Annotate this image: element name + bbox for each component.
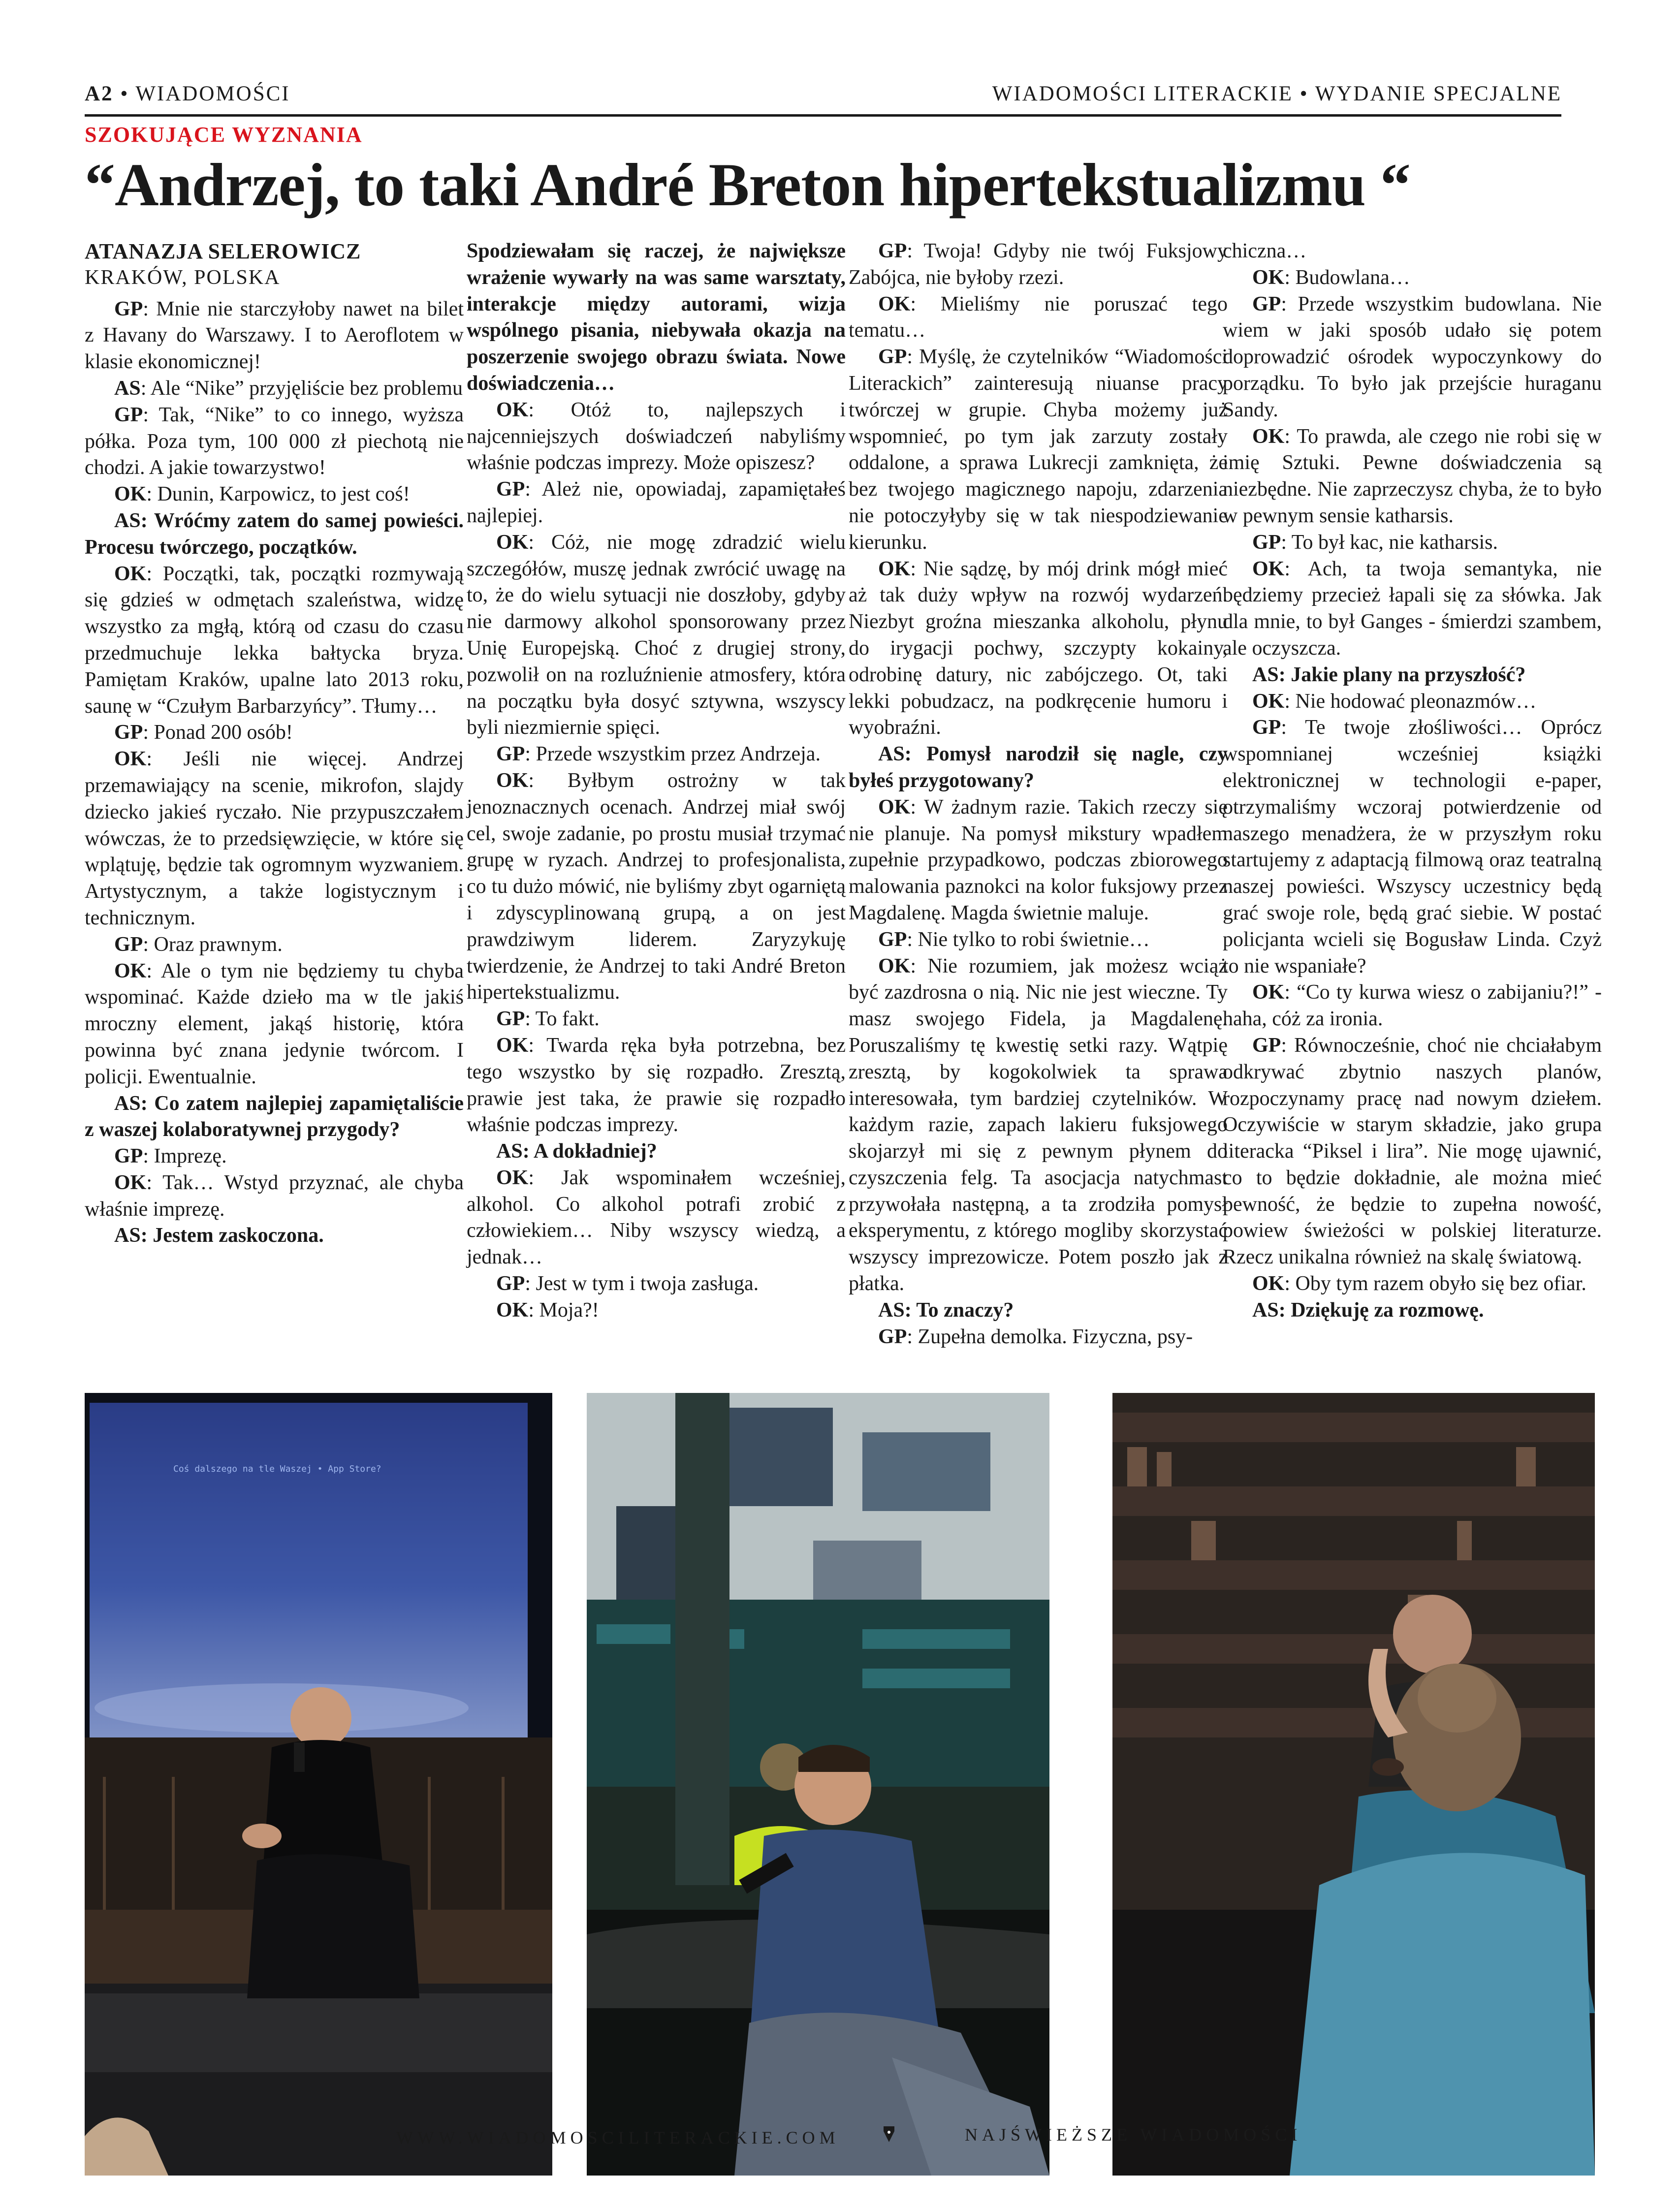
interview-paragraph bbox=[467, 1297, 846, 1324]
interview-paragraph bbox=[467, 1138, 846, 1165]
speaker-initials: GP bbox=[114, 721, 143, 744]
interview-paragraph bbox=[1223, 689, 1602, 715]
speaker-initials: OK bbox=[114, 959, 147, 982]
question-text: : To znaczy? bbox=[904, 1298, 1014, 1322]
speaker-initials: AS bbox=[1252, 663, 1279, 686]
footer-website: WWW.WIADOMOSCILITERACKIE.COM bbox=[396, 2128, 840, 2147]
question-text: : Co zatem najlepiej zapamiętaliście z waszej kolaboratywnej przygody? bbox=[85, 1092, 464, 1141]
speaker-initials: OK bbox=[878, 795, 911, 819]
interview-paragraph bbox=[85, 1091, 464, 1144]
interview-paragraph bbox=[849, 741, 1228, 794]
answer-text: : Nie tylko to robi świetnie… bbox=[907, 928, 1150, 951]
interview-paragraph bbox=[1223, 238, 1602, 265]
interview-paragraph bbox=[85, 720, 464, 746]
article-headline: “Andrzej, to taki André Breton hipertekstualizmu “ bbox=[85, 151, 1410, 219]
answer-text: : Przede wszystkim budowlana. Nie wiem w jaki sposób udało się potem doprowadzić ośrodek wypoczynkowy do porządku. To było jak przejście huraganu Sandy. bbox=[1223, 292, 1602, 421]
interview-paragraph bbox=[849, 291, 1228, 345]
speaker-initials: GP bbox=[114, 933, 143, 956]
speaker-initials: GP bbox=[114, 297, 143, 320]
answer-text: : Twarda ręka była potrzebna, bez tego wszystko by się rozpadło. Zresztą, prawie jest taka, że prawie się rozpadło właśnie podczas imprezy. bbox=[467, 1034, 846, 1136]
answer-text: : Nie rozumiem, jak możesz wciąż być zazdrosna o nią. Nic nie jest wieczne. Ty masz swojego Fidela, ja Magdalenę. Poruszaliśmy tę kwestię setki razy. Wątpię zresztą, by kogokolwiek ta sprawa interesowała, tym bardziej czytelników. W każdym razie, zapach lakieru fuksjowego skojarzył mi się z pewnym płynem do czyszczenia felg. Ta asocjacja natychmast przywołała następną, a ta zrodziła pomysł eksperymentu, z którego mogliby skorzystać wszyscy imprezowicze. Potem poszło jak z płatka. bbox=[849, 954, 1228, 1295]
interview-paragraph bbox=[1223, 662, 1602, 689]
speaker-initials: GP bbox=[114, 1145, 143, 1168]
interview-paragraph bbox=[849, 953, 1228, 1297]
answer-text: : Byłbym ostrożny w tak jenoznacznych ocenach. Andrzej miał swój cel, swoje zadanie, po prostu musiał trzymać grupę w ryzach. Andrzej to profesjonalista, co tu dużo mówić, nie byliśmy zbyt ogarniętą i zdyscyplinowaną grupą, a on jest prawdziwym liderem. Zaryzykuję twierdzenie, że Andrzej to taki André Breton hipertekstualizmu. bbox=[467, 769, 846, 1004]
answer-text: : Tak, “Nike” to co innego, wyższa półka. Poza tym, 100 000 zł piechotą nie chodzi. A jakie towarzystwo! bbox=[85, 403, 464, 479]
speaker-initials: AS bbox=[114, 1092, 141, 1115]
article-column-4 bbox=[1223, 238, 1602, 1324]
interview-paragraph bbox=[849, 238, 1228, 291]
section-name: WIADOMOŚCI bbox=[135, 82, 290, 105]
interview-paragraph bbox=[1223, 1297, 1602, 1324]
pen-nib-icon bbox=[883, 2125, 895, 2146]
speaker-initials: GP bbox=[1252, 292, 1281, 316]
speaker-initials: GP bbox=[1252, 716, 1281, 739]
interview-paragraph bbox=[1223, 265, 1602, 291]
interview-paragraph bbox=[85, 481, 464, 508]
interview-paragraph bbox=[85, 1143, 464, 1170]
interview-paragraph bbox=[849, 1324, 1228, 1351]
answer-text: : Mieliśmy nie poruszać tego tematu… bbox=[849, 292, 1228, 342]
speaker-initials: AS bbox=[1252, 1298, 1279, 1322]
interview-paragraph bbox=[1223, 1271, 1602, 1297]
answer-text: : Cóż, nie mogę zdradzić wielu szczegółów, muszę jednak zwrócić uwagę na to, że do wielu sytuacji nie doszłoby, gdyby nie darmowy alkohol sponsorowany przez Unię Europejską. Choć z drugiej strony, pozwolił on na rozluźnienie atmosfery, która na początku była dosyć sztywna, wszyscy byli niezmiernie spięci. bbox=[467, 531, 846, 739]
interview-paragraph bbox=[849, 927, 1228, 953]
speaker-initials: OK bbox=[1252, 981, 1285, 1004]
speaker-initials: GP bbox=[496, 478, 525, 501]
question-text: : Jakie plany na przyszłość? bbox=[1278, 663, 1526, 686]
answer-text: : Myślę, że czytelników “Wiadomości Literackich” zainteresują niuanse pracy twórczej w grupie. Chyba możemy już wspomnieć, po tym jak zarzuty zostały oddalone, a sprawa Lukrecji zamknięta, że bez twojego magicznego napoju, zdarzenia nie potoczyłyby się w tak niespodziewanie kierunku. bbox=[849, 346, 1228, 554]
answer-text: : Ponad 200 osób! bbox=[143, 721, 293, 744]
interview-paragraph bbox=[467, 397, 846, 476]
answer-text: : Nie hodować pleonazmów… bbox=[1284, 690, 1537, 713]
question-text: : Wróćmy zatem do samej powieści. Procesu twórczego, początków. bbox=[85, 509, 464, 559]
speaker-initials: OK bbox=[1252, 1272, 1285, 1295]
interview-paragraph bbox=[1223, 1033, 1602, 1271]
interview-paragraph bbox=[1223, 530, 1602, 556]
event-photo-audience bbox=[587, 1393, 1049, 2176]
speaker-initials: OK bbox=[496, 769, 529, 792]
question-text: : Dziękuję za rozmowę. bbox=[1278, 1298, 1484, 1322]
speaker-initials: OK bbox=[114, 483, 147, 506]
page-number: A2 bbox=[85, 82, 114, 105]
interview-paragraph bbox=[1223, 979, 1602, 1033]
interview-paragraph bbox=[85, 1170, 464, 1223]
answer-text: : Tak… Wstyd przyznać, ale chyba właśnie imprezę. bbox=[85, 1171, 464, 1221]
speaker-initials: AS bbox=[496, 1140, 523, 1163]
speaker-initials: OK bbox=[1252, 266, 1285, 289]
interview-paragraph bbox=[1223, 556, 1602, 662]
speaker-initials: OK bbox=[878, 557, 911, 580]
speaker-initials: AS bbox=[114, 509, 141, 532]
answer-text: : Jak wspominałem wcześniej, alkohol. Co alkohol potrafi zrobić z człowiekiem… Niby wszyscy wiedzą, a jednak… bbox=[467, 1166, 846, 1269]
answer-text: : Dunin, Karpowicz, to jest coś! bbox=[146, 483, 410, 506]
speaker-initials: GP bbox=[1252, 1034, 1281, 1057]
interview-paragraph bbox=[85, 1223, 464, 1249]
speaker-initials: AS bbox=[878, 1298, 905, 1322]
answer-text: : Nie sądzę, by mój drink mógł mieć aż tak duży wpływ na rozwój wydarzeń. Niezbyt groźna mieszanka alkoholu, płynu do irygacji pochwy, szczypty kokainy, odrobinę datury, nic zabójczego. Ot, taki lekki pobudzacz, na podkręcenie humoru i wyobraźni. bbox=[849, 557, 1228, 739]
interview-paragraph bbox=[85, 376, 464, 402]
interview-paragraph bbox=[849, 1297, 1228, 1324]
header-divider bbox=[85, 114, 1561, 117]
interview-paragraph bbox=[467, 238, 846, 397]
answer-text: : Ach, ta twoja semantyka, nie będziemy przecież łapali się za słówka. Jak dla mnie, to był Ganges - śmierdzi szambem, ale oczyszcza. bbox=[1223, 557, 1602, 660]
speaker-initials: GP bbox=[878, 1325, 907, 1348]
interview-paragraph bbox=[85, 958, 464, 1091]
interview-paragraph bbox=[1223, 715, 1602, 979]
interview-paragraph bbox=[85, 561, 464, 720]
interview-paragraph bbox=[467, 1033, 846, 1138]
answer-text: : Imprezę. bbox=[143, 1145, 227, 1168]
projected-text: Coś dalszego na tle Waszej • App Store? bbox=[173, 1464, 381, 1474]
speaker-initials: OK bbox=[496, 398, 529, 421]
speaker-initials: OK bbox=[1252, 557, 1285, 580]
answer-text: : Budowlana… bbox=[1284, 266, 1410, 289]
speaker-initials: OK bbox=[114, 1171, 147, 1194]
author-location: KRAKÓW, POLSKA bbox=[85, 266, 281, 289]
speaker-initials: OK bbox=[878, 292, 911, 316]
speaker-initials: AS bbox=[114, 377, 141, 400]
speaker-initials: OK bbox=[496, 531, 529, 554]
answer-text: : Oraz prawnym. bbox=[143, 933, 283, 956]
speaker-initials: GP bbox=[878, 346, 907, 369]
interview-paragraph bbox=[467, 1006, 846, 1033]
answer-text: : W żadnym razie. Takich rzeczy się nie planuje. Na pomysł mikstury wpadłem zupełnie przypadkowo, podczas zbiorowego malowania paznokci na kolor fuksjowy przez Magdalenę. Magda świetnie maluje. bbox=[849, 795, 1228, 924]
page-section-label: A2 • WIADOMOŚCI bbox=[85, 82, 290, 105]
article-kicker: SZOKUJĄCE WYZNANIA bbox=[85, 123, 363, 147]
answer-text: : Moja?! bbox=[528, 1298, 599, 1322]
speaker-initials: OK bbox=[1252, 690, 1285, 713]
speaker-initials: OK bbox=[1252, 425, 1285, 448]
interview-paragraph bbox=[467, 476, 846, 530]
answer-text: : Otóż to, najlepszych i najcenniejszych doświadczeń nabyliśmy właśnie podczas imprezy. Może opiszesz? bbox=[467, 398, 846, 474]
speaker-initials: AS bbox=[114, 1224, 141, 1247]
interview-paragraph bbox=[849, 556, 1228, 742]
speaker-initials: OK bbox=[114, 562, 147, 585]
answer-text: : Równocześnie, choć nie chciałabym odkrywać zbytnio naszych planów, rozpoczynamy pracę nad nowym dziełem. Oczywiście w starym składzie, jako grupa literacka “Piksel i lira”. Nie mogę ujawnić, co to będzie dokładnie, ale można mieć pewność, że będzie to zupełna nowość, powiew świeżości w polskiej literaturze. Rzecz unikalna również na skalę światową. bbox=[1223, 1034, 1602, 1269]
interview-paragraph bbox=[1223, 424, 1602, 530]
answer-text: : Te twoje złośliwości… Oprócz wspomnianej wcześniej książki elektronicznej w technologii e-paper, otrzymaliśmy wczoraj potwierdzenie od naszego menadżera, że w przyszłym roku startujemy z adaptacją filmową oraz teatralną naszej powieści. Wszyscy uczestnicy będą grać swoje role, będą grać siebie. W postać policjanta wcieli się Bogusław Linda. Czyż to nie wspaniałe? bbox=[1223, 716, 1602, 978]
interview-paragraph bbox=[467, 741, 846, 768]
interview-paragraph bbox=[85, 402, 464, 481]
answer-text: : Przede wszystkim przez Andrzeja. bbox=[525, 743, 821, 766]
answer-text: chiczna… bbox=[1223, 240, 1307, 262]
speaker-initials: AS bbox=[878, 743, 905, 766]
answer-text: : Ale o tym nie będziemy tu chyba wspominać. Każde dzieło ma w tle jakiś mroczny element, jakąś historię, która powinna być znana jedynie twórcom. I policji. Ewentualnie. bbox=[85, 959, 464, 1088]
speaker-initials: GP bbox=[496, 1008, 525, 1031]
event-photo-speaker bbox=[85, 1393, 552, 2176]
speaker-initials: GP bbox=[1252, 531, 1281, 554]
speaker-initials: OK bbox=[496, 1034, 529, 1057]
question-text: : Pomysł narodził się nagle, czy byłeś przygotowany? bbox=[849, 743, 1228, 792]
answer-text: : “Co ty kurwa wiesz o zabijaniu?!” - haha, cóż za ironia. bbox=[1223, 981, 1602, 1031]
speaker-initials: OK bbox=[496, 1298, 529, 1322]
speaker-initials: GP bbox=[878, 240, 907, 262]
speaker-initials: GP bbox=[496, 743, 525, 766]
interview-paragraph bbox=[467, 1165, 846, 1271]
interview-paragraph bbox=[467, 1271, 846, 1297]
interview-paragraph bbox=[849, 794, 1228, 927]
speaker-initials: OK bbox=[878, 954, 911, 978]
speaker-initials: OK bbox=[114, 748, 147, 771]
interview-paragraph bbox=[85, 746, 464, 932]
answer-text: : Ale “Nike” przyjęliście bez problemu bbox=[140, 377, 463, 400]
interview-paragraph bbox=[85, 296, 464, 376]
article-column-1 bbox=[85, 238, 464, 1249]
answer-text: : Oby tym razem obyło się bez ofiar. bbox=[1284, 1272, 1586, 1295]
interview-paragraph bbox=[1223, 291, 1602, 424]
answer-text: : Jeśli nie więcej. Andrzej przemawiający na scenie, mikrofon, slajdy dziecko jakieś ryczało. Nie przypuszczałem wówczas, że to przedsięwzięcie, w które się wplątuję, będzie tak ogromnym wyzwaniem. Artystycznym, a także logistycznym i technicznym. bbox=[85, 748, 464, 929]
author-byline: ATANAZJA SELEROWICZ bbox=[85, 239, 361, 263]
question-text: : A dokładniej? bbox=[522, 1140, 657, 1163]
interview-paragraph bbox=[849, 344, 1228, 556]
answer-text: : Mnie nie starczyłoby nawet na bilet z Havany do Warszawy. I to Aeroflotem w klasie ekonomicznej! bbox=[85, 297, 464, 374]
answer-text: : Twoja! Gdyby nie twój Fuksjowy Zabójca, nie byłoby rzezi. bbox=[849, 240, 1228, 289]
interview-paragraph bbox=[467, 768, 846, 1006]
interview-paragraph bbox=[85, 508, 464, 561]
speaker-initials: GP bbox=[878, 928, 907, 951]
event-photo-listener bbox=[1112, 1393, 1595, 2176]
article-column-3 bbox=[849, 238, 1228, 1350]
answer-text: : To fakt. bbox=[525, 1008, 600, 1031]
footer-slogan: NAJŚWIEŻSZE WIADOMOŚCI bbox=[965, 2125, 1302, 2145]
answer-text: : Ależ nie, opowiadaj, zapamiętałeś najlepiej. bbox=[467, 478, 846, 527]
interview-paragraph bbox=[85, 932, 464, 958]
publication-label: WIADOMOŚCI LITERACKIE • WYDANIE SPECJALNE bbox=[992, 82, 1562, 105]
answer-text: : To prawda, ale czego nie robi się w imię Sztuki. Pewne doświadczenia są niezbędne. Nie zaprzeczysz chyba, że to było w pewnym sensie katharsis. bbox=[1223, 425, 1602, 527]
speaker-initials: GP bbox=[496, 1272, 525, 1295]
answer-text: : Jest w tym i twoja zasługa. bbox=[525, 1272, 759, 1295]
speaker-initials: OK bbox=[496, 1166, 529, 1189]
answer-text: : To był kac, nie katharsis. bbox=[1281, 531, 1498, 554]
speaker-initials: GP bbox=[114, 403, 143, 426]
article-column-2 bbox=[467, 238, 846, 1324]
answer-text: : Początki, tak, początki rozmywają się gdzieś w odmętach szaleństwa, widzę wszystko za mgłą, którą od czasu do czasu przedmuchuje lekka bałtycka bryza. Pamiętam Kraków, upalne lato 2013 roku, saunę w “Czułym Barbarzyńcy”. Tłumy… bbox=[85, 562, 464, 718]
interview-paragraph bbox=[467, 530, 846, 741]
question-text: Spodziewałam się raczej, że największe wrażenie wywarły na was same warsztaty, interakcje między autorami, wizja wspólnego pisania, niebywała okazja na poszerzenie swojego obrazu świata. Nowe doświadczenia… bbox=[467, 240, 846, 395]
answer-text: : Zupełna demolka. Fizyczna, psy- bbox=[907, 1325, 1193, 1348]
question-text: : Jestem zaskoczona. bbox=[140, 1224, 324, 1247]
